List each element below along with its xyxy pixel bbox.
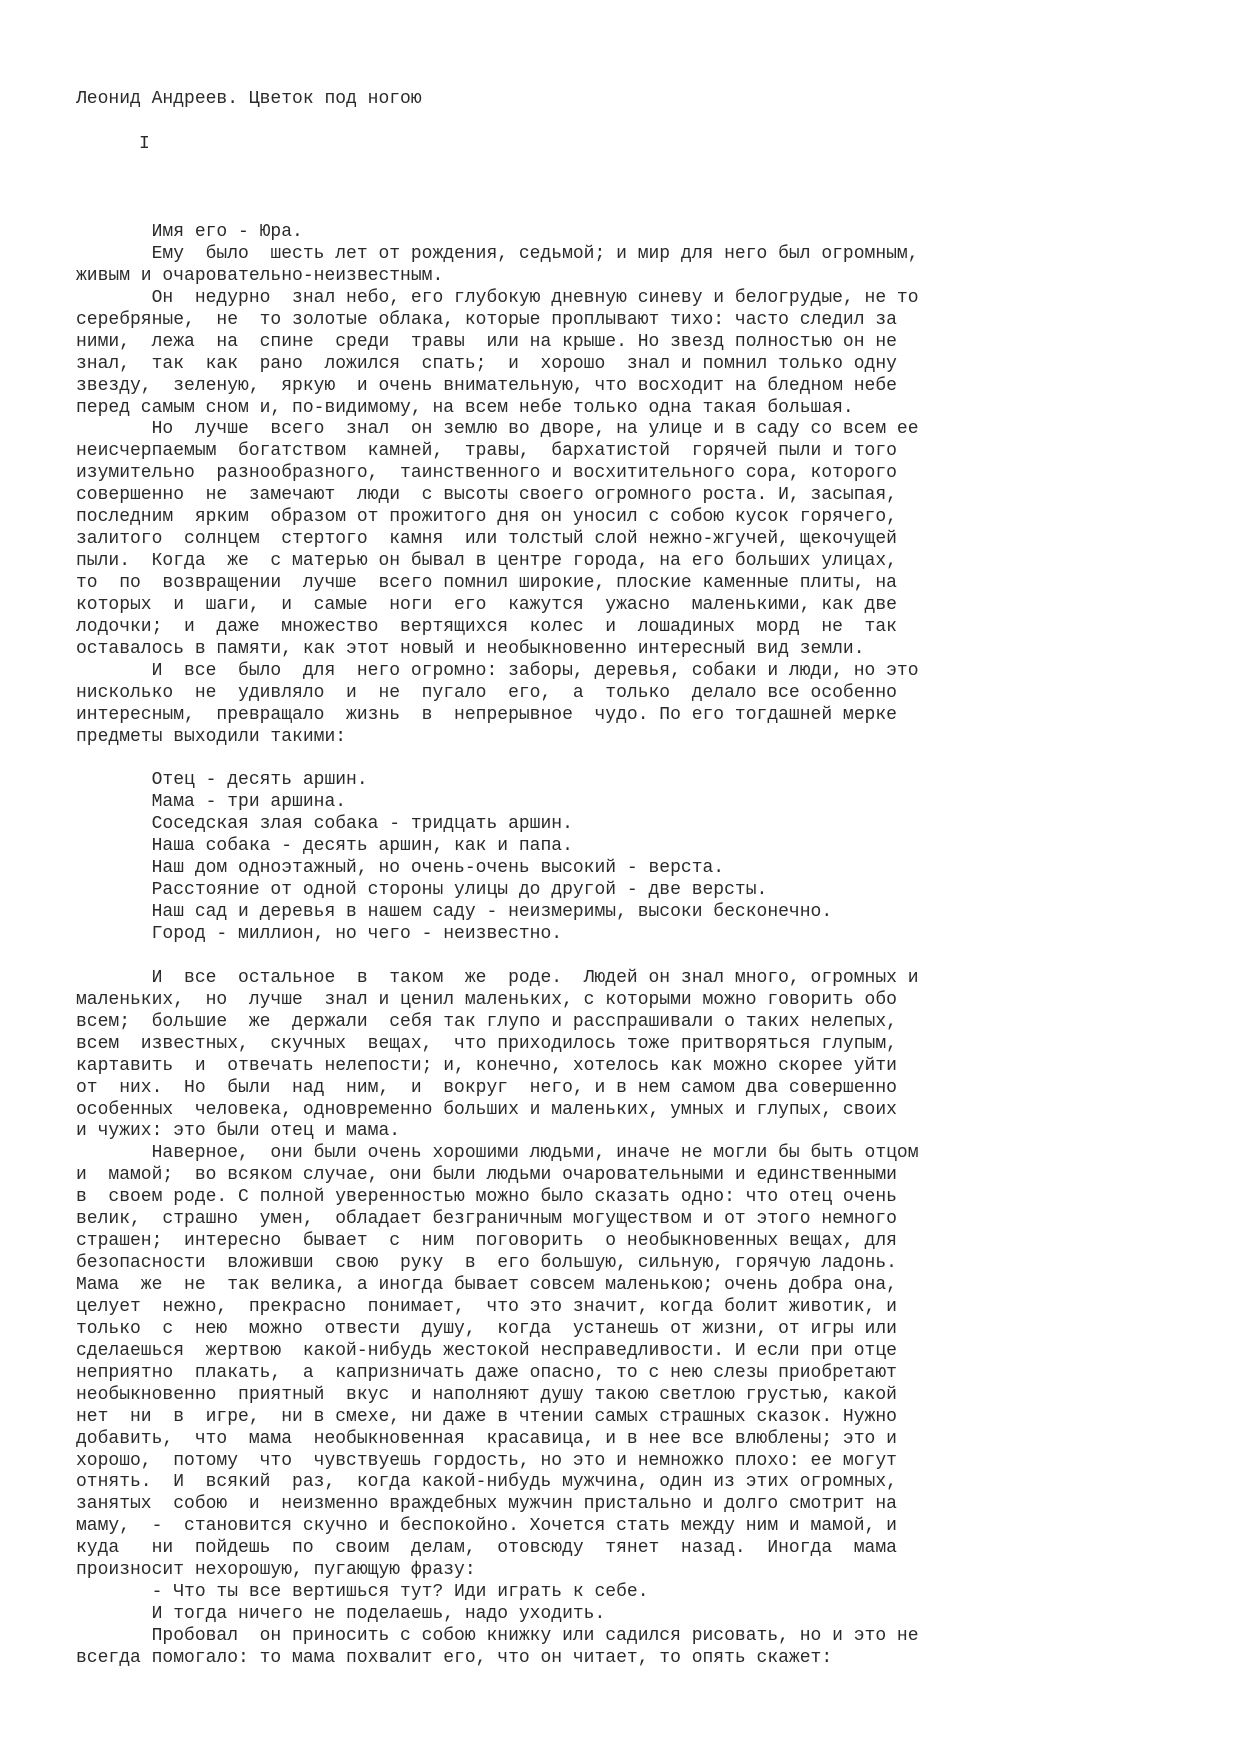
document-title: Леонид Андреев. Цветок под ногою	[76, 89, 422, 109]
text-line: Соседская злая собака - тридцать аршин.	[76, 814, 573, 835]
text-line: знал, так как рано ложился спать; и хорошо знал и помнил только одну	[76, 353, 897, 374]
text-line: Имя его - Юра.	[76, 222, 303, 242]
text-line: Город - миллион, но чего - неизвестно.	[76, 924, 563, 944]
text-line: Наш дом одноэтажный, но очень-очень высокий - верста.	[76, 858, 725, 879]
text-line: интересным, превращало жизнь в непрерывное чудо. По его тогдашней мерке	[76, 704, 897, 725]
text-line: неприятно плакать, а капризничать даже опасно, то с нею слезы приобретают	[76, 1362, 897, 1383]
text-line: страшен; интересно бывает с ним поговорить о необыкновенных вещах, для	[76, 1231, 897, 1252]
text-line: нет ни в игре, ни в смехе, ни даже в чтении самых страшных сказок. Нужно	[76, 1406, 897, 1427]
text-line: Наш сад и деревья в нашем саду - неизмеримы, высоки бесконечно.	[76, 902, 833, 923]
text-line: Отец - десять аршин.	[76, 770, 368, 791]
text-line: Наверное, они были очень хорошими людьми, иначе не могли бы быть отцом	[76, 1143, 919, 1164]
text-line: и чужих: это были отец и мама.	[76, 1121, 401, 1142]
text-line: целует нежно, прекрасно понимает, что это значит, когда болит животик, и	[76, 1296, 897, 1317]
text-line: произносит нехорошую, пугающую фразу:	[76, 1560, 476, 1581]
text-line: перед самым сном и, по-видимому, на всем небе только одна такая большая.	[76, 397, 854, 418]
text-line: хорошо, потому что чувствуешь гордость, но это и немножко плохо: ее могут	[76, 1450, 897, 1471]
text-line: последним ярким образом от прожитого дня он уносил с собою кусок горячего,	[76, 507, 897, 528]
text-line: всем; большие же держали себя так глупо и расспрашивали о таких нелепых,	[76, 1011, 897, 1032]
text-line: И все остальное в таком же роде. Людей он знал много, огромных и	[76, 967, 919, 988]
text-line: куда ни пойдешь по своим делам, отовсюду тянет назад. Иногда мама	[76, 1538, 897, 1559]
text-line: то по возвращении лучше всего помнил широкие, плоские каменные плиты, на	[76, 573, 897, 593]
text-line: лодочки; и даже множество вертящихся колес и лошадиных морд не так	[76, 616, 897, 637]
text-line: И тогда ничего не поделаешь, надо уходить.	[76, 1604, 606, 1625]
text-line: необыкновенно приятный вкус и наполняют душу такою светлою грустью, какой	[76, 1384, 897, 1405]
text-line: и мамой; во всяком случае, они были людьми очаровательными и единственными	[76, 1165, 897, 1186]
text-line: Ему было шесть лет от рождения, седьмой; и мир для него был огромным,	[76, 243, 919, 264]
text-line: Но лучше всего знал он землю во дворе, на улице и в саду со всем ее	[76, 419, 919, 440]
text-line: живым и очаровательно-неизвестным.	[76, 265, 444, 286]
text-line: Наша собака - десять аршин, как и папа.	[76, 836, 573, 857]
text-line: всем известных, скучных вещах, что приходилось тоже притворяться глупым,	[76, 1033, 897, 1054]
text-line: Он недурно знал небо, его глубокую дневную синеву и белогрудые, не то	[76, 287, 919, 308]
text-line: особенных человека, одновременно больших и маленьких, умных и глупых, своих	[76, 1099, 897, 1120]
chapter-heading: I	[139, 134, 150, 154]
text-line: от них. Но были над ним, и вокруг него, и в нем самом два совершенно	[76, 1077, 897, 1098]
text-line: велик, страшно умен, обладает безграничным могуществом и от этого немного	[76, 1209, 897, 1230]
text-line: звезду, зеленую, яркую и очень внимательную, что восходит на бледном небе	[76, 375, 897, 396]
text-line: нисколько не удивляло и не пугало его, а только делало все особенно	[76, 682, 897, 703]
text-line: изумительно разнообразного, таинственного и восхитительного сора, которого	[76, 463, 897, 484]
text-line: отнять. И всякий раз, когда какой-нибудь мужчина, один из этих огромных,	[76, 1472, 897, 1493]
text-line: серебряные, не то золотые облака, которые проплывают тихо: часто следил за	[76, 309, 897, 330]
text-line: предметы выходили такими:	[76, 726, 347, 747]
text-line	[76, 749, 919, 771]
text-line: Мама же не так велика, а иногда бывает совсем маленькою; очень добра она,	[76, 1275, 897, 1295]
text-line: в своем роде. С полной уверенностью можно было сказать одно: что отец очень	[76, 1187, 897, 1208]
text-line: всегда помогало: то мама похвалит его, что он читает, то опять скажет:	[76, 1647, 833, 1668]
text-line: И все было для него огромно: заборы, деревья, собаки и люди, но это	[76, 660, 919, 681]
text-line: ними, лежа на спине среди травы или на крыше. Но звезд полностью он не	[76, 331, 897, 352]
text-line: Мама - три аршина.	[76, 792, 347, 813]
text-line: оставалось в памяти, как этот новый и необыкновенно интересный вид земли.	[76, 638, 865, 659]
text-line: картавить и отвечать нелепости; и, конечно, хотелось как можно скорее уйти	[76, 1055, 897, 1076]
text-line: Расстояние от одной стороны улицы до другой - две версты.	[76, 880, 768, 901]
text-line: Пробовал он приносить с собою книжку или садился рисовать, но и это не	[76, 1626, 919, 1646]
text-line: совершенно не замечают люди с высоты своего огромного роста. И, засыпая,	[76, 485, 897, 506]
text-line	[76, 946, 919, 968]
text-line: безопасности вложивши свою руку в его большую, сильную, горячую ладонь.	[76, 1253, 897, 1274]
document-body	[76, 222, 919, 1670]
text-line: сделаешься жертвою какой-нибудь жестокой несправедливости. И если при отце	[76, 1340, 897, 1361]
text-line: неисчерпаемым богатством камней, травы, бархатистой горячей пыли и того	[76, 441, 897, 462]
text-line: маленьких, но лучше знал и ценил маленьких, с которыми можно говорить обо	[76, 989, 897, 1010]
text-line: пыли. Когда же с матерью он бывал в центре города, на его больших улицах,	[76, 551, 897, 572]
text-line: маму, - становится скучно и беспокойно. Хочется стать между ним и мамой, и	[76, 1516, 897, 1537]
text-line: занятых собою и неизменно враждебных мужчин пристально и долго смотрит на	[76, 1494, 897, 1515]
text-line: - Что ты все вертишься тут? Иди играть к себе.	[76, 1582, 649, 1603]
text-line: добавить, что мама необыкновенная красавица, и в нее все влюблены; это и	[76, 1428, 897, 1449]
text-line: которых и шаги, и самые ноги его кажутся ужасно маленькими, как две	[76, 594, 897, 615]
text-line: только с нею можно отвести душу, когда устанешь от жизни, от игры или	[76, 1318, 897, 1339]
text-line: залитого солнцем стертого камня или толстый слой нежно-жгучей, щекочущей	[76, 529, 897, 550]
